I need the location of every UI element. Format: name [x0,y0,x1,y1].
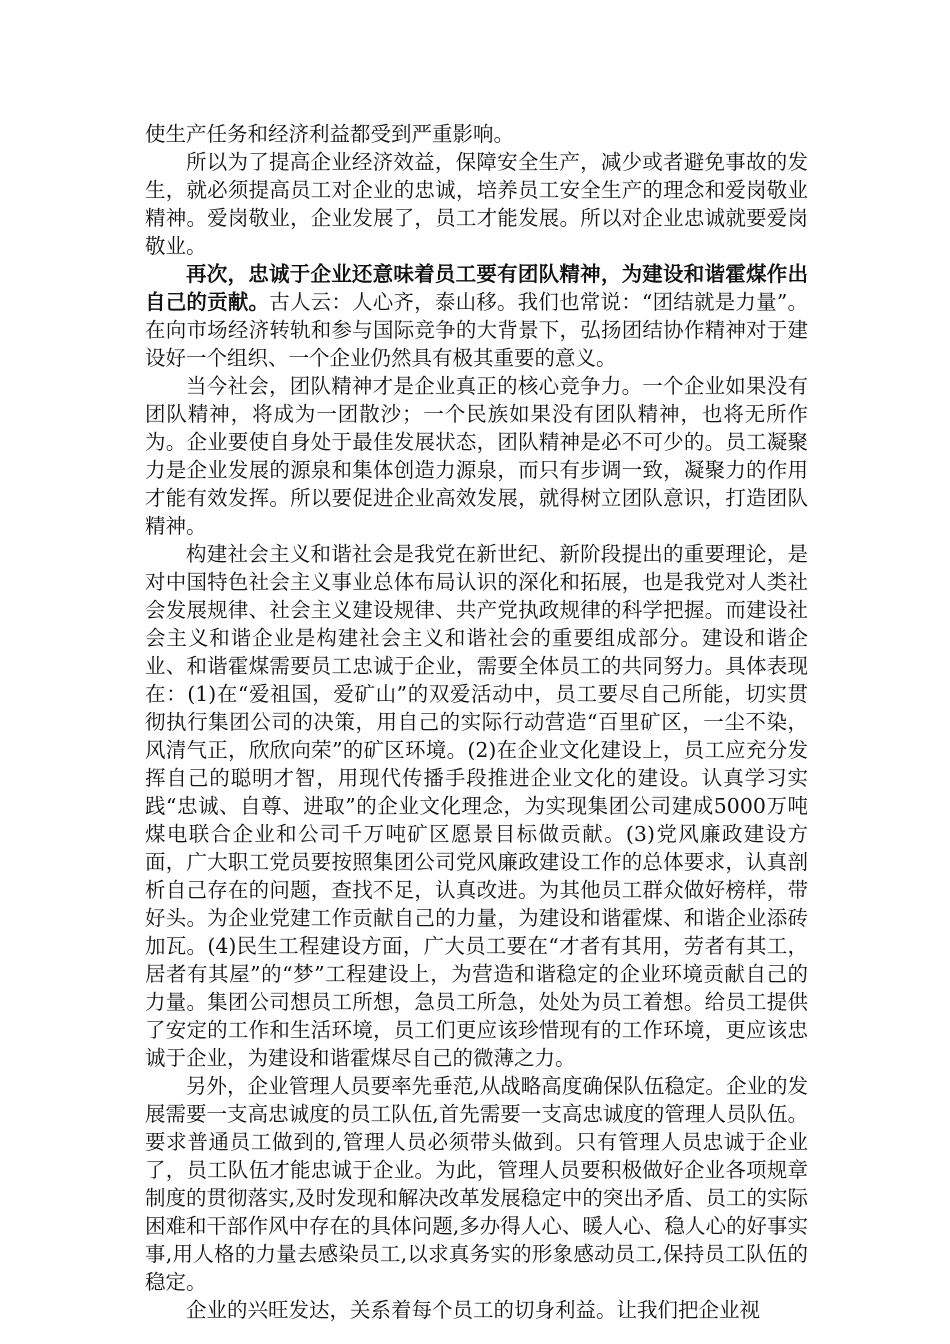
paragraph-6 [145,1072,808,1296]
paragraph-3 [145,260,808,372]
paragraph-1-text: 使生产任务和经济利益都受到严重影响。 [145,122,514,146]
paragraph-6-text: 另外，企业管理人员要率先垂范,从战略高度确保队伍稳定。企业的发展需要一支高忠诚度的员工队伍,首先需要一支高忠诚度的管理人员队伍。要求普通员工做到的,管理人员必须带头做到。只有管理人员忠诚于企业了，员工队伍才能忠诚于企业。为此，管理人员要积极做好企业各项规章制度的贯彻落实,及时发现和解决改革发展稳定中的突出矛盾、员工的实际困难和干部作风中存在的具体问题,多办得人心、暖人心、稳人心的好事实事,用人格的力量去感染员工,以求真务实的形象感动员工,保持员工队伍的稳定。 [145,1074,808,1294]
paragraph-3-text: 古人云：人心齐，泰山移。我们也常说：“团结就是力量”。在向市场经济转轨和参与国际竞争的大背景下，弘扬团结协作精神对于建设好一个组织、一个企业仍然具有极其重要的意义。 [145,290,808,370]
paragraph-3-bold-lead: 再次，忠诚于企业还意味着员工要有团队精神，为建设和谐霍煤作出自己的贡献。 [145,262,808,314]
paragraph-5-text: 构建社会主义和谐社会是我党在新世纪、新阶段提出的重要理论，是对中国特色社会主义事业总体布局认识的深化和拓展，也是我党对人类社会发展规律、社会主义建设规律、共产党执政规律的科学把握。而建设社会主义和谐企业是构建社会主义和谐社会的重要组成部分。建设和谐企业、和谐霍煤需要员工忠诚于企业，需要全体员工的共同努力。具体表现在：(1)在“爱祖国，爱矿山”的双爱活动中，员工要尽自己所能，切实贯彻执行集团公司的决策，用自己的实际行动营造“百里矿区，一尘不染，风清气正，欣欣向荣”的矿区环境。(2)在企业文化建设上，员工应充分发挥自己的聪明才智，用现代传播手段推进企业文化的建设。认真学习实践“忠诚、自尊、进取”的企业文化理念，为实现集团公司建成5000万吨煤电联合企业和公司千万吨矿区愿景目标做贡献。(3)党风廉政建设方面，广大职工党员要按照集团公司党风廉政建设工作的总体要求，认真剖析自己存在的问题，查找不足，认真改进。为其他员工群众做好榜样，带好头。为企业党建工作贡献自己的力量，为建设和谐霍煤、和谐企业添砖加瓦。(4)民生工程建设方面，广大员工要在“才者有其用，劳者有其工，居者有其屋”的“梦”工程建设上，为营造和谐稳定的企业环境贡献自己的力量。集团公司想员工所想，急员工所急，处处为员工着想。给员工提供了安定的工作和生活环境，员工们更应该珍惜现有的工作环境，更应该忠诚于企业，为建设和谐霍煤尽自己的微薄之力。 [145,542,808,1070]
paragraph-7-text: 企业的兴旺发达，关系着每个员工的切身利益。让我们把企业视 [186,1298,760,1322]
paragraph-2-text: 所以为了提高企业经济效益，保障安全生产，减少或者避免事故的发生，就必须提高员工对企业的忠诚，培养员工安全生产的理念和爱岗敬业精神。爱岗敬业，企业发展了，员工才能发展。所以对企业忠诚就要爱岗敬业。 [145,150,808,258]
paragraph-4 [145,372,808,540]
paragraph-5 [145,540,808,1072]
paragraph-4-text: 当今社会，团队精神才是企业真正的核心竞争力。一个企业如果没有团队精神，将成为一团散沙；一个民族如果没有团队精神，也将无所作为。企业要使自身处于最佳发展状态，团队精神是必不可少的。员工凝聚力是企业发展的源泉和集体创造力源泉，而只有步调一致，凝聚力的作用才能有效发挥。所以要促进企业高效发展，就得树立团队意识，打造团队精神。 [145,374,808,538]
document-body [145,120,808,1324]
paragraph-2 [145,148,808,260]
paragraph-1 [145,120,808,148]
paragraph-7 [145,1296,808,1324]
